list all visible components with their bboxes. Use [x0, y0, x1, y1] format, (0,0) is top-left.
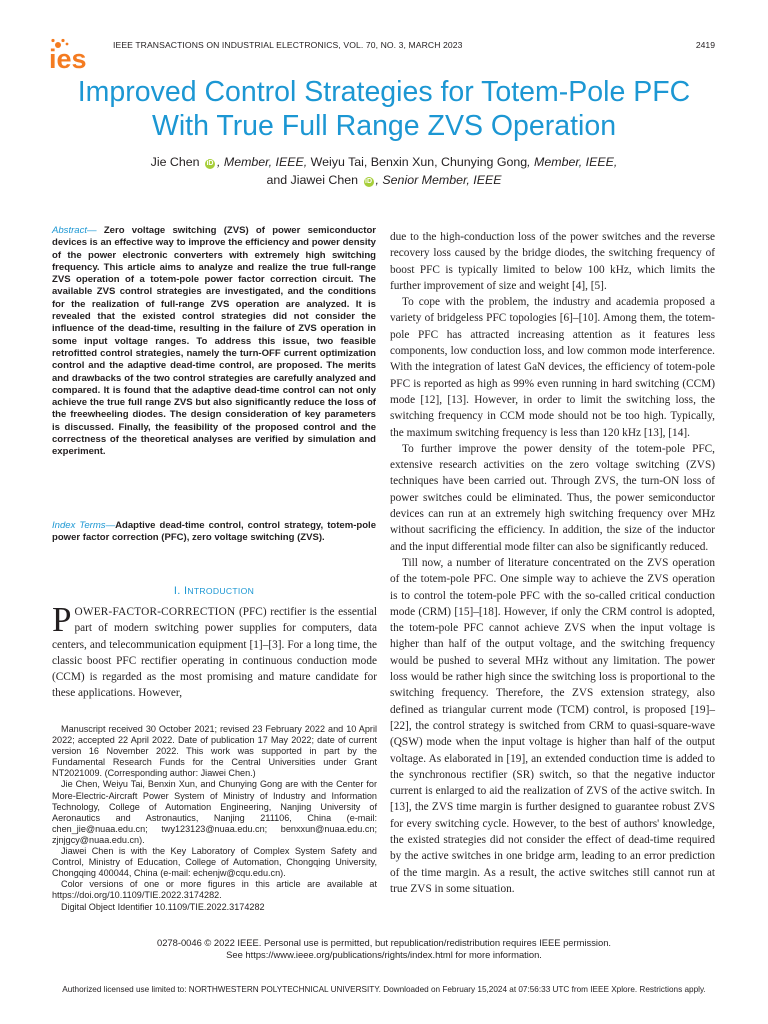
footnotes	[52, 724, 377, 913]
index-terms-text: Adaptive dead-time control, control strategy, totem-pole power factor correction (PFC), zero voltage switching (ZVS).	[52, 520, 376, 544]
footnote-doi: Digital Object Identifier 10.1109/TIE.2022.3174282	[61, 901, 265, 912]
abstract-label: Abstract—	[52, 225, 97, 236]
body-paragraph: Till now, a number of literature concentrated on the ZVS operation of the totem-pole PFC. One simple way to achieve the ZVS operation is to control the totem-pole PFC with the so-called critical conduction mode (CRM) [15]–[18]. However, if only the CRM control is adopted, the totem-pole PFC cannot achieve ZVS when the input voltage is higher than half of the output voltage, and the switching frequency would be pushed to several MHz without any limitation. The power loss would be rather high since the switching loss is proportional to the switching frequency. Therefore, the ZVS extension strategy, also defined as triangular current mode (TCM) control, is proposed [19]–[22], the control strategy is switched from CRM to quasi-square-wave (QSW) mode when the input voltage is higher than half of the output voltage. As elaborated in [19], an extended conduction time is added to the synchronous rectifier (SR) switch, so that the negative inductor current is enlarged to aid the realization of ZVS of the active switch. In [13], the ZVS time margin is further designed to guarantee robust ZVS for every switching cycle. However, to the best of authors' knowledge, the existed strategies did not consider the effect of dead-time required by the active switches in one bridge arm, leading to an error prediction of the time margin. As a result, the active switches still cannot run at true ZVS in some situation.	[390, 556, 715, 895]
author-names: Weiyu Tai, Benxin Xun, Chunying Gong	[307, 155, 528, 169]
section-name-rest: NTRODUCTION	[187, 586, 255, 596]
body-paragraph: To cope with the problem, the industry and academia proposed a variety of bridgeless PFC topologies [6]–[10]. Among them, the totem-pole PFC has attracted increasing attention as it features less components, low conduction loss, and low common mode interference. With the integration of latest GaN devices, the efficiency of totem-pole PFC is reported as high as 99% even running in hard switching (CCM) mode [12], [13]. However, in order to limit the switching loss, the switching frequency in CCM mode should not be too high. Typically, the maximum switching frequency is less than 120 kHz [13], [14].	[390, 296, 715, 439]
right-column-body	[390, 229, 715, 897]
orcid-icon[interactable]: iD	[206, 160, 214, 167]
orcid-icon[interactable]: iD	[365, 178, 373, 185]
abstract	[52, 225, 376, 459]
logo-wordmark: ies	[49, 44, 87, 72]
journal-header: IEEE TRANSACTIONS ON INDUSTRIAL ELECTRONICS, VOL. 70, NO. 3, MARCH 2023	[113, 40, 463, 50]
page-number: 2419	[695, 40, 715, 50]
author-membership: , Senior Member, IEEE	[375, 173, 502, 187]
copyright-line-2: See https://www.ieee.org/publications/rights/index.html for more information.	[226, 948, 542, 960]
author-list	[60, 153, 708, 189]
paper-title	[20, 75, 748, 143]
footnote-color-versions: Color versions of one or more figures in this article are available at https://doi.org/10.1109/TIE.2022.3174282.	[52, 879, 377, 901]
copyright-line-1: 0278-0046 © 2022 IEEE. Personal use is permitted, but republication/redistribution requires IEEE permission.	[156, 937, 612, 948]
title-line-2: With True Full Range ZVS Operation	[151, 110, 617, 142]
license-notice: Authorized licensed use limited to: NORTHWESTERN POLYTECHNICAL UNIVERSITY. Downloaded on February 15,2024 at 07:56:33 UTC from IEEE Xplore. Restrictions apply.	[62, 985, 706, 994]
intro-paragraph	[52, 600, 377, 702]
footnote-affiliation-2: Jiawei Chen is with the Key Laboratory of Complex System Safety and Control, Ministry of Education, College of Automation, Chongqing University, Chongqing 400044, China (e-mail: echenjw@cqu.edu.cn).	[52, 846, 377, 879]
author-name: and Jiawei Chen	[266, 173, 359, 187]
index-terms-label: Index Terms—	[52, 520, 116, 531]
intro-text: (PFC) rectifier is the essential part of modern switching power supplies for computers, data centers, and telecommunication equipment [1]–[3]. For a long time, the classic boost PFC rectifier operating in continuous conduction mode (CCM) is regarded as the most promising and mature candidate for these applications. However,	[52, 606, 377, 700]
author-line-2	[60, 171, 708, 189]
section-number: I.	[173, 585, 184, 597]
footnote-manuscript: Manuscript received 30 October 2021; revised 23 February 2022 and 10 April 2022; accepted 22 April 2022. Date of publication 17 May 2022; date of current version 16 November 2022. This work was supported in part by the Fundamental Research Funds for the Central Universities under Grant NT2021009. (Corresponding author: Jiawei Chen.)	[52, 724, 377, 779]
author-membership: , Member, IEEE,	[216, 155, 308, 169]
body-paragraph: due to the high-conduction loss of the power switches and the reverse recovery loss caused by the bridge diodes, the switching frequency of boost PFC is typically limited to below 100 kHz, which limits the further improvement of size and weight [4], [5].	[390, 231, 715, 292]
author-membership: , Member, IEEE,	[527, 155, 618, 169]
abstract-text: Zero voltage switching (ZVS) of power semiconductor devices is an effective way to improve the efficiency and power density of the power electronic converters with extremely high switching frequency. This article aims to analyze and realize the true full-range ZVS operation of a totem-pole power factor correction circuit. The available ZVS control strategies are investigated, and the conditions for the realization of full-range ZVS operation are analyzed. It is revealed that the existed control strategies did not consider the influence of the dead-time, resulting in the failure of ZVS operation in some input voltage ranges. To address this issue, two feasible retrofitted control strategies, namely the turn-OFF current optimization control and the adaptive dead-time control, are proposed. The merits and drawbacks of the two control strategies are carefully analyzed and compared. It is found that the adaptive dead-time control can not only achieve the true full range ZVS but also significantly reduce the loss of the freewheeling diodes. The design consideration of key parameters is discussed. Finally, the feasibility of the proposed control and the correctness of the theoretical analyses are verified by simulation and experiment.	[52, 225, 376, 458]
section-name-initial: I	[183, 585, 188, 597]
copyright-notice	[52, 937, 716, 960]
section-heading	[52, 585, 376, 597]
author-name: Jie Chen	[150, 155, 200, 169]
index-terms	[52, 520, 376, 545]
body-paragraph: To further improve the power density of the totem-pole PFC, extensive research activities on the zero voltage switching (ZVS) techniques have been carried out. Through ZVS, the turn-ON loss of power switches could be eliminated. Thus, the power semiconductor devices can run at an extremely high switching frequency over MHz without sacrificing the efficiency. In addition, the size of the inductor and the input differential mode filter can also be significantly reduced.	[390, 442, 715, 553]
author-line-1	[60, 153, 708, 171]
footnote-affiliation-1: Jie Chen, Weiyu Tai, Benxin Xun, and Chunying Gong are with the Center for More-Electric-Aircraft Power System of Ministry of Industry and Information Technology, College of Automation Engineering, Nanjing University of Aeronautics and Astronautics, Nanjing 211106, China (e-mail: chen_jie@nuaa.edu.cn; twy123123@nuaa.edu.cn; benxxun@nuaa.edu.cn; zjnjgcy@nuaa.edu.cn).	[52, 779, 377, 845]
drop-cap: P	[52, 600, 72, 639]
title-line-1: Improved Control Strategies for Totem-Pole PFC	[77, 76, 691, 108]
ies-logo	[48, 38, 106, 72]
intro-capword: OWER-FACTOR-CORRECTION	[74, 606, 236, 618]
